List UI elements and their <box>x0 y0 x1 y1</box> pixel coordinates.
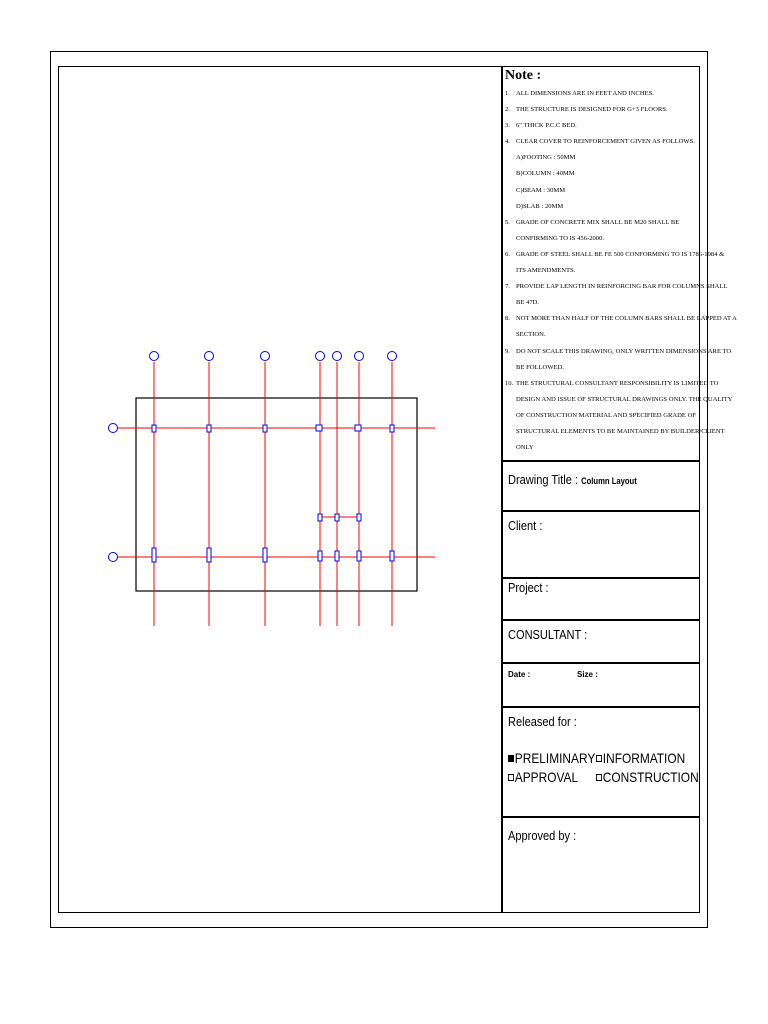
drawing-title-value: Column Layout <box>581 476 637 486</box>
drawing-title-label: Drawing Title : <box>508 472 579 487</box>
note-line <box>505 295 697 311</box>
title-block-divider-line <box>501 816 700 818</box>
title-block-divider-line <box>501 510 700 512</box>
note-text: CONFIRMING TO IS 456-2000. <box>516 234 605 242</box>
note-line <box>505 199 697 215</box>
option-approval-label: APPROVAL <box>514 769 579 785</box>
checkbox-icon[interactable] <box>508 774 514 781</box>
note-text: DESIGN AND ISSUE OF STRUCTURAL DRAWINGS ONLY. THE QUALITY <box>516 395 733 403</box>
note-text: SECTION. <box>516 331 546 339</box>
note-text: C)BEAM : 30MM <box>516 186 566 194</box>
note-text: DO NOT SCALE THIS DRAWING, ONLY WRITTEN DIMENSIONS ARE TO <box>516 347 732 355</box>
column <box>390 425 394 432</box>
grid-bubble-v7 <box>388 352 397 361</box>
note-number: 4. <box>505 138 510 146</box>
note-text: CLEAR COVER TO REINFORCEMENT GIVEN AS FOLLOWS. <box>516 138 695 146</box>
note-line <box>505 392 733 408</box>
note-text: GRADE OF STEEL SHALL BE FE 500 CONFORMING TO IS 1786-1984 & <box>516 250 725 258</box>
checkbox-icon[interactable] <box>596 774 602 781</box>
notes-list <box>505 86 737 456</box>
note-line <box>505 134 697 150</box>
client-label: Client : <box>508 518 543 533</box>
title-block-divider-line <box>501 706 700 708</box>
column <box>316 425 322 431</box>
note-number: 3. <box>505 122 510 130</box>
column <box>152 425 156 432</box>
option-preliminary[interactable] <box>508 750 595 766</box>
checkbox-icon[interactable] <box>596 755 602 762</box>
column <box>357 514 361 521</box>
option-information[interactable] <box>596 750 685 766</box>
note-number: 2. <box>505 106 510 114</box>
column <box>335 514 339 521</box>
horizontal-grid-lines <box>118 428 435 557</box>
note-text: ONLY <box>516 444 534 452</box>
note-text: PROVIDE LAP LENGTH IN REINFORCING BAR FOR COLUMNS SHALL <box>516 283 728 291</box>
vertical-grid-lines <box>154 362 392 626</box>
grid-bubble-v2 <box>205 352 214 361</box>
note-number: 8. <box>505 315 510 323</box>
note-line <box>505 86 697 102</box>
grid-bubble-v4 <box>316 352 325 361</box>
note-number: 5. <box>505 218 510 226</box>
note-line <box>505 263 697 279</box>
date-label: Date : <box>508 670 531 679</box>
option-construction-label: CONSTRUCTION <box>602 769 699 785</box>
note-line <box>505 102 697 118</box>
building-outline <box>136 398 417 591</box>
title-block-divider-line <box>501 460 700 462</box>
note-line <box>505 150 697 166</box>
note-text: THE STRUCTURE IS DESIGNED FOR G+3 FLOORS. <box>516 106 668 114</box>
note-text: BE FOLLOWED. <box>516 363 564 371</box>
approved-by-label: Approved by : <box>508 828 577 843</box>
grid-bubble-v6 <box>355 352 364 361</box>
column <box>318 514 322 521</box>
consultant-label: CONSULTANT : <box>508 627 588 642</box>
note-number: 1. <box>505 90 510 97</box>
notes-heading: Note : <box>505 68 542 83</box>
note-text: THE STRUCTURAL CONSULTANT RESPONSIBILITY IS LIMITED TO <box>516 379 719 387</box>
note-line <box>505 279 728 295</box>
column <box>207 425 211 432</box>
note-line <box>505 344 732 360</box>
drawing-title-row <box>508 472 637 487</box>
columns <box>152 425 394 562</box>
note-line <box>505 311 737 327</box>
note-line <box>505 118 697 134</box>
note-number: 10. <box>505 379 514 387</box>
note-line <box>505 166 697 182</box>
note-text: 6" THICK P.C.C BED. <box>516 122 577 130</box>
note-text: A)FOOTING : 50MM <box>516 154 576 162</box>
title-block-divider-line <box>501 619 700 621</box>
column <box>355 425 361 431</box>
grid-bubble-h2 <box>109 553 118 562</box>
note-line <box>505 247 725 263</box>
note-text: D)SLAB : 20MM <box>516 202 564 210</box>
general-notes <box>505 68 737 460</box>
grid-bubble-h1 <box>109 424 118 433</box>
grid-bubbles <box>109 352 397 562</box>
note-text: ITS AMENDMENTS. <box>516 267 576 275</box>
note-line <box>505 376 719 392</box>
column <box>318 551 322 561</box>
option-construction[interactable] <box>596 769 699 785</box>
note-line <box>505 183 697 199</box>
column <box>263 425 267 432</box>
note-text: NOT MORE THAN HALF OF THE COLUMN BARS SHALL BE LAPPED AT A <box>516 315 737 323</box>
released-for-label: Released for : <box>508 714 577 729</box>
title-block-divider-line <box>501 577 700 579</box>
note-line <box>505 215 697 231</box>
note-line <box>505 231 697 247</box>
note-line <box>505 327 697 343</box>
option-preliminary-label: PRELIMINARY <box>514 750 596 766</box>
note-text: ALL DIMENSIONS ARE IN FEET AND INCHES. <box>516 90 654 97</box>
column <box>335 551 339 561</box>
column <box>357 551 361 561</box>
option-approval[interactable] <box>508 769 578 785</box>
note-line <box>505 440 697 456</box>
note-text: STRUCTURAL ELEMENTS TO BE MAINTAINED BY BUILDER/CLIENT <box>516 427 725 435</box>
grid-bubble-v3 <box>261 352 270 361</box>
option-information-label: INFORMATION <box>602 750 686 766</box>
column <box>390 551 394 561</box>
note-number: 9. <box>505 347 510 355</box>
checkbox-checked-icon[interactable] <box>508 755 514 762</box>
grid-bubble-v1 <box>150 352 159 361</box>
note-number: 7. <box>505 283 510 291</box>
note-text: BE 47D. <box>516 299 540 307</box>
grid-bubble-v5 <box>333 352 342 361</box>
note-line <box>505 424 725 440</box>
column <box>152 548 156 562</box>
note-text: OF CONSTRUCTION MATERIAL AND SPECIFIED GRADE OF <box>516 411 696 419</box>
column <box>207 548 211 562</box>
project-label: Project : <box>508 580 549 595</box>
note-text: B)COLUMN : 40MM <box>516 170 575 178</box>
note-line <box>505 408 697 424</box>
note-number: 6. <box>505 250 510 258</box>
title-block-divider-line <box>501 662 700 664</box>
column <box>263 548 267 562</box>
note-line <box>505 360 697 376</box>
note-text: GRADE OF CONCRETE MIX SHALL BE M20 SHALL BE <box>516 218 680 226</box>
size-label: Size : <box>577 670 598 679</box>
